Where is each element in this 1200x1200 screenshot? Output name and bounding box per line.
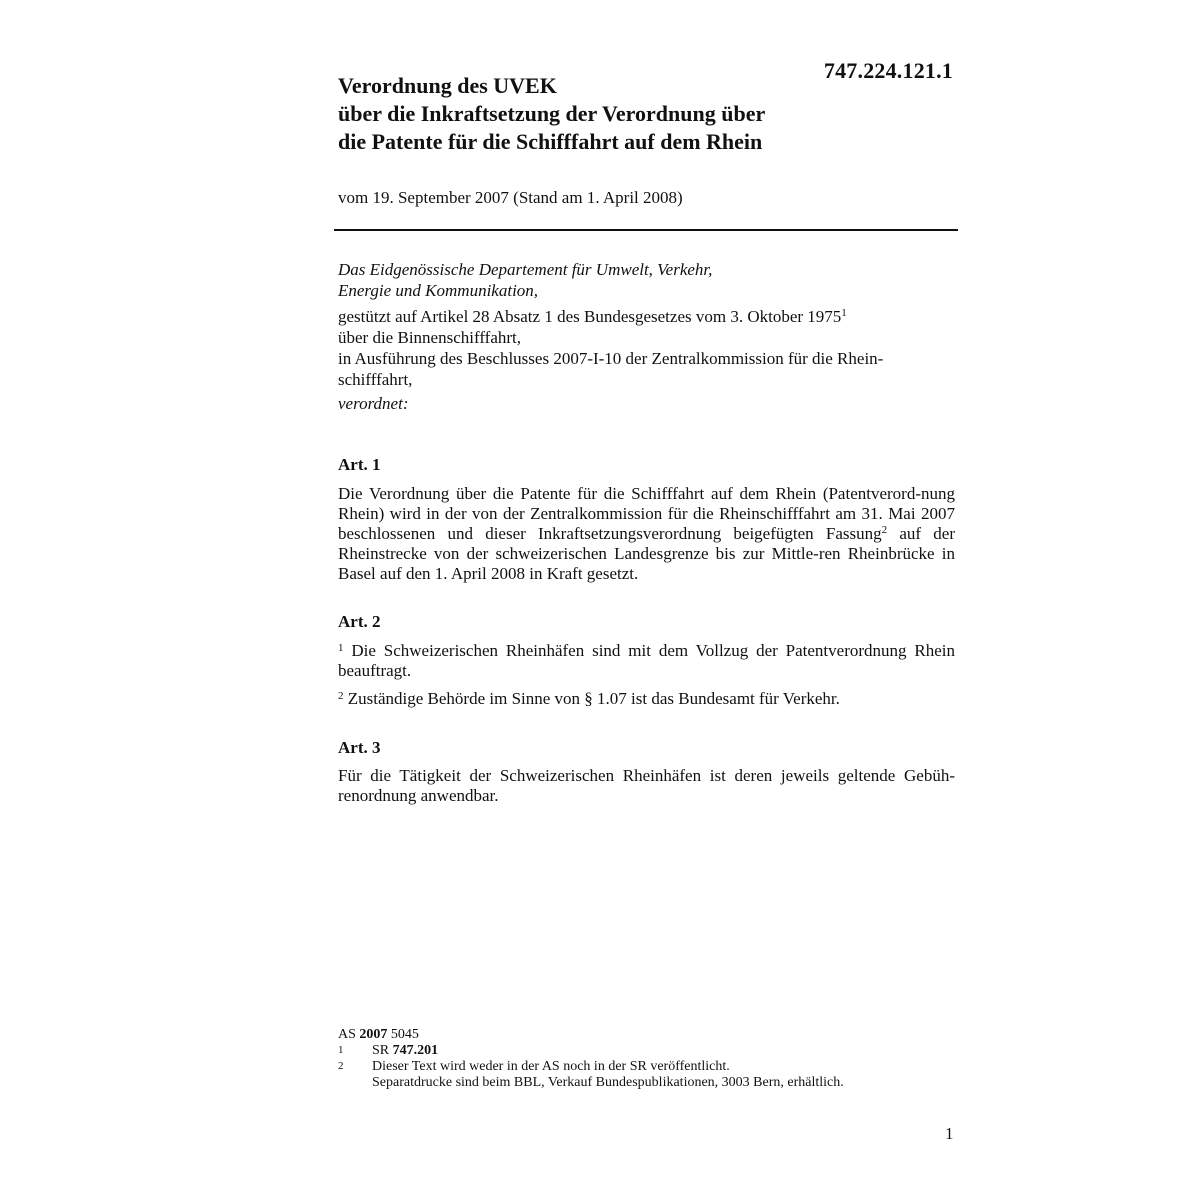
official-compilation-ref: AS 2007 5045 xyxy=(338,1027,419,1042)
article-3-text: Für die Tätigkeit der Schweizerischen Rheinhäfen ist deren jeweils geltende Gebüh-renordnung anwendbar. xyxy=(338,766,955,805)
basis-line: in Ausführung des Beschlusses 2007-I-10 der Zentralkommission für die Rhein- xyxy=(338,349,884,368)
issuer xyxy=(338,259,955,301)
basis-line: über die Binnenschifffahrt, xyxy=(338,328,522,347)
header-divider xyxy=(334,229,958,231)
article-2-paragraph-2: $^2$ Zuständige Behörde im Sinne von § 1.07 ist das Bundesamt für Verkehr. xyxy=(338,689,840,708)
sr-number: 747.224.121.1 xyxy=(823,58,953,83)
article-3-heading: Art. 3 xyxy=(338,738,381,757)
article-1-heading: Art. 1 xyxy=(338,455,381,474)
footnotes xyxy=(338,1027,844,1091)
page-number: 1 xyxy=(945,1124,954,1143)
issuer-line: Das Eidgenössische Departement für Umwelt, Verkehr, xyxy=(338,260,713,279)
page-title xyxy=(338,72,898,156)
issuer-line: Energie und Kommunikation, xyxy=(338,281,539,300)
footnote-1: 1 SR 747.201 xyxy=(338,1043,439,1058)
legal-basis xyxy=(338,306,955,390)
issue-date: vom 19. September 2007 (Stand am 1. April 2008) xyxy=(338,188,683,207)
footnote-ref: 1 xyxy=(841,307,847,319)
footnote-number: 2 xyxy=(338,1060,344,1072)
article-2-heading: Art. 2 xyxy=(338,612,381,631)
article-1-text: Die Verordnung über die Patente für die Schifffahrt auf dem Rhein (Patentverord-nung Rhein) wird in der von der Zentralkommission für die Rheinschifffahrt am 31. Mai 2007 beschlossenen und dieser Inkraftsetzungsverordnung beigefügten Fassung$^2$ auf der Rheinstrecke von der schweizerischen Landesgrenze bis zur Mittle-ren Rheinbrücke in Basel auf den 1. April 2008 in Kraft gesetzt. xyxy=(338,484,955,583)
footnote-ref: 2 xyxy=(881,524,888,536)
footnote-2: 2 Dieser Text wird weder in der AS noch in der SR veröffentlicht. Separatdrucke sind beim BBL, Verkauf Bundespublikationen, 3003 Bern, erhältlich. xyxy=(338,1059,844,1090)
paragraph-number: 1 xyxy=(338,642,344,654)
paragraph-number: 2 xyxy=(338,690,344,702)
title-line: Verordnung des UVEK xyxy=(338,73,557,98)
basis-line: schifffahrt, xyxy=(338,370,413,389)
title-line: die Patente für die Schifffahrt auf dem Rhein xyxy=(338,129,763,154)
footnote-number: 1 xyxy=(338,1044,344,1056)
title-line: über die Inkraftsetzung der Verordnung über xyxy=(338,101,766,126)
article-2-paragraph-1: $^1$ Die Schweizerischen Rheinhäfen sind mit dem Vollzug der Patentverordnung Rhein beauftragt. xyxy=(338,641,955,680)
basis-line: gestützt auf Artikel 28 Absatz 1 des Bundesgesetzes vom 3. Oktober 1975$^1$ xyxy=(338,307,847,326)
decrees-clause: verordnet: xyxy=(338,394,409,413)
